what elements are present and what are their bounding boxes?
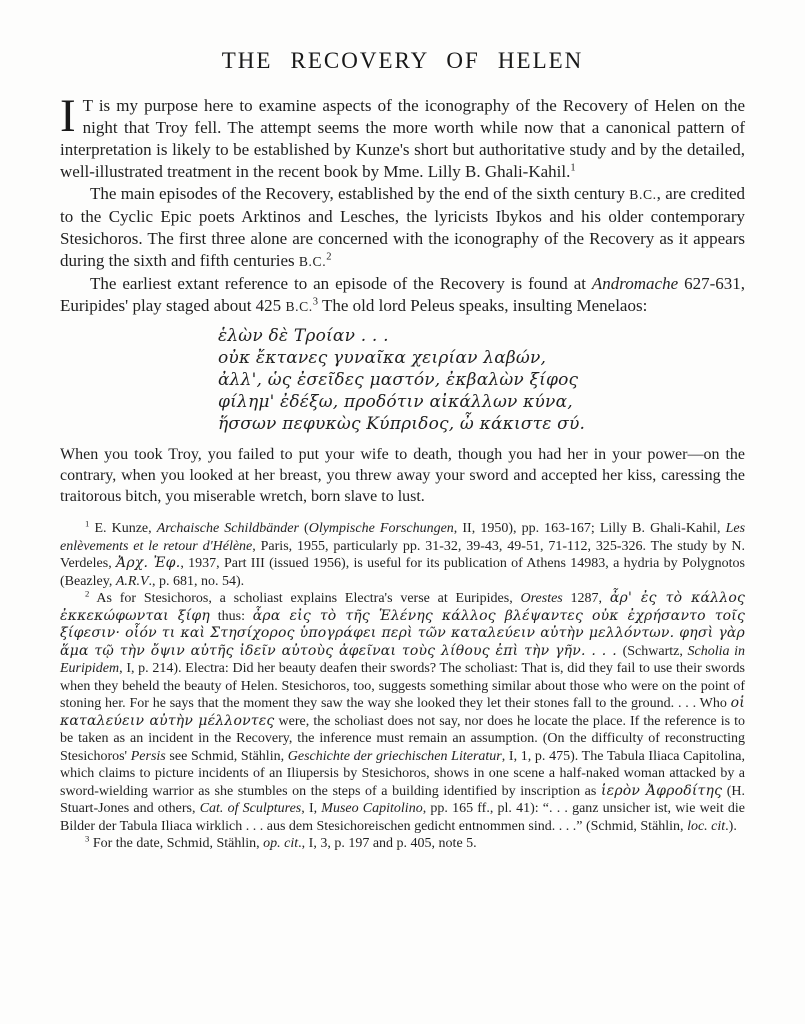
verse-line: φίλημ' ἐδέξω, προδότιν αἰκάλλων κύνα,: [218, 392, 573, 412]
verse-line: ἑλὼν δὲ Τροίαν . . .: [218, 326, 389, 346]
footnotes-section: [60, 520, 745, 853]
paragraph-intro: [60, 90, 745, 183]
verse-line: ἥσσων πεφυκὼς Κύπριδος, ὦ κάκιστε σύ.: [218, 414, 586, 434]
greek-verse-quotation: [218, 325, 745, 435]
verse-translation: When you took Troy, you failed to put your wife to death, though you had her in your power—on the contrary, when you looked at her breast, you threw away your sword and accepted her kiss, caressing the traitorous bitch, you miserable wretch, born slave to lust.: [60, 446, 745, 505]
footnote-3: $^3$ For the date, Schmid, Stählin, op. cit., I, 3, p. 197 and p. 405, note 5.: [85, 833, 477, 851]
drop-cap-initial: I: [60, 90, 76, 142]
footnote-2: $^2$ As for Stesichoros, a scholiast explains Electra's verse at Euripides, Orestes 1287, ἆρ' ἐς τὸ κάλλος ἐκκεκώφωνται ξίφη thus: ἆρα εἰς τὸ τῆς Ἑλένης κάλλος βλέψαντες οὐκ ἐχρήσαντο τοῖς ξίφεσιν· οἷόν τι καὶ Στησίχορος ὑπογράφει περὶ τῶν καταλεύειν αὐτὴν μελλόντων. φησὶ γὰρ ἅμα τῷ τὴν ὄψιν αὐτῆς ἰδεῖν αὐτοὺς ἀφεῖναι τοὺς λίθους ἐπὶ τὴν γῆν. . . . (Schwartz, Scholia in Euripidem, I, p. 214). Electra: Did her beauty deafen their swords? The scholiast: That is, did they fail to use their swords when they beheld the beauty of Helen. Stesichoros, too, suggests something similar about those who were on the point of stoning her. For he says that the moment they saw the way she looked they let their stones fall to the ground. . . . Who οἱ καταλεύειν αὐτὴν μέλλοντες were, the scholiast does not say, nor does he locate the place. If the reference is to be taken as an incident in the Recovery, the inference must remain an assumption. (On the difficulty of reconstructing Stesichoros' Persis see Schmid, Stählin, Geschichte der griechischen Literatur, I, 1, p. 475). The Tabula Iliaca Capitolina, which claims to picture incidents of an Iliupersis by Stesichoros, shows in one scene a half-naked woman attacked by a sword-wielding warrior as she stumbles on the steps of a building identified by inscription as ἱερὸν Ἀφροδίτης (H. Stuart-Jones and others, Cat. of Sculptures, I, Museo Capitolino, pp. 165 ff., pl. 41): “. . . ganz unsicher ist, wie weit die Bilder der Tabula Iliaca wirklich . . . aus dem Stesichoreischen gedicht entnommen sind. . . .” (Schmid, Stählin, loc. cit.).: [60, 588, 745, 834]
paragraph-intro-text: T is my purpose here to examine aspects of the iconography of the Recovery of Helen on the night that Troy fell. The attempt seems the more worth while now that a canonical pattern of interpretation is likely to be established by Kunze's short but authoritative study and by the detailed, well-illustrated treatment in the recent book by Mme. Lilly B. Ghali-Kahil.$^1$: [60, 96, 745, 181]
footnote-1: $^1$ E. Kunze, Archaische Schildbänder (Olympische Forschungen, II, 1950), pp. 163-167; Lilly B. Ghali-Kahil, Les enlèvements et le retour d'Hélène, Paris, 1955, particularly pp. 31-32, 39-43, 49-51, 71-112, 325-326. The study by N. Verdeles, Ἀρχ. Ἐφ., 1937, Part III (issued 1956), is useful for its publication of Athens 14983, a hydria by Polygnotos (Beazley, A.R.V., p. 681, no. 54).: [60, 518, 746, 589]
paragraph-earliest-reference: The earliest extant reference to an episode of the Recovery is found at Andromache 627-631, Euripides' play staged about 425 B.C.$^3$ The old lord Peleus speaks, insulting Menelaos:: [60, 274, 745, 315]
paragraph-main-episodes: The main episodes of the Recovery, established by the end of the sixth century B.C., are credited to the Cyclic Epic poets Arktinos and Lesches, the lyricists Ibykos and his older contemporary Stesichoros. The first three alone are concerned with the iconography of the Recovery as it appears during the sixth and fifth centuries B.C.$^2$: [60, 184, 745, 270]
page-title: THE RECOVERY OF HELEN: [221, 48, 584, 73]
verse-line: οὐκ ἔκτανες γυναῖκα χειρίαν λαβών,: [218, 348, 547, 368]
verse-line: ἀλλ', ὡς ἐσεῖδες μαστόν, ἐκβαλὼν ξίφος: [218, 370, 579, 390]
article-body: [60, 90, 746, 853]
